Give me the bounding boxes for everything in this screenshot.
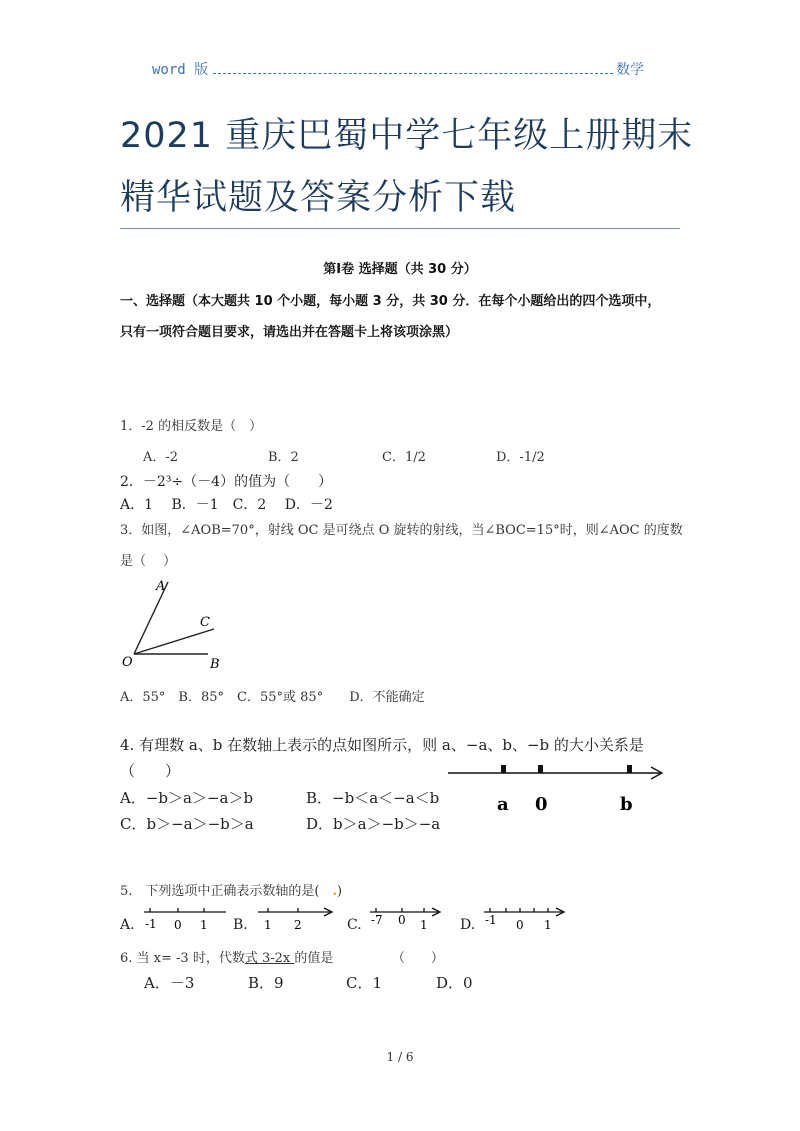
q3-angle-figure	[116, 574, 236, 674]
q4-option-c: C．b＞−a＞−b＞a	[120, 815, 254, 833]
svg-text:1: 1	[200, 918, 208, 932]
point-a-tick	[501, 765, 506, 773]
q4-stem-line-2: （ ）	[120, 762, 181, 780]
q2-options: A．1 B．－1 C．2 D．－2	[120, 497, 333, 513]
title-line-2: 精华试题及答案分析下载	[120, 178, 517, 218]
title-line-1: 2021 重庆巴蜀中学七年级上册期末	[120, 116, 694, 156]
svg-text:-1: -1	[145, 917, 157, 931]
header-right: 数学	[616, 62, 644, 78]
label-a: A	[156, 579, 166, 594]
q5-label-d: D.	[460, 917, 476, 933]
svg-text:1: 1	[544, 918, 552, 932]
q4-number-line	[444, 755, 669, 815]
section-heading: 第Ⅰ卷 选择题（共 30 分）	[323, 262, 477, 277]
q5-label-c: C.	[347, 917, 362, 933]
q4-stem-line-1: 4. 有理数 a、b 在数轴上表示的点如图所示，则 a、−a、b、−b 的大小关系是	[120, 736, 644, 754]
q5-stem	[120, 880, 342, 899]
axis-label-a: a	[497, 794, 509, 815]
svg-text:1: 1	[420, 918, 428, 932]
svg-text:-1: -1	[485, 913, 497, 927]
svg-text:0: 0	[174, 918, 182, 932]
q3-options: A．55° B．85° C．55°或 85° D．不能确定	[120, 690, 425, 705]
q6-stem-post: 的值是 （ ）	[294, 951, 444, 966]
q6-option-a: A．－3	[144, 974, 195, 992]
q1-option-d: D．-1/2	[496, 450, 545, 465]
q6-stem-expr: 式 3-2x	[244, 951, 295, 966]
q5-axis-b	[254, 902, 338, 934]
q5-axis-d	[480, 902, 570, 934]
q6-option-d: D．0	[436, 974, 473, 992]
q1-stem: 1．-2 的相反数是（ ）	[120, 419, 263, 434]
q1-option-c: C．1/2	[382, 450, 426, 465]
point-b-tick	[627, 765, 632, 773]
header-left: word 版	[152, 62, 209, 78]
label-c: C	[200, 615, 210, 630]
q4-option-d: D．b＞a＞−b＞−a	[306, 815, 441, 833]
q5-axis-c	[366, 902, 446, 934]
q4-option-b: B．−b＜a＜−a＜b	[306, 789, 440, 807]
title-rule	[120, 228, 680, 229]
label-b: B	[210, 657, 220, 672]
svg-text:1: 1	[264, 918, 272, 932]
svg-text:0: 0	[516, 918, 524, 932]
axis-label-zero: 0	[535, 794, 548, 815]
q5-label-a: A.	[120, 917, 135, 933]
q6-option-c: C．1	[346, 974, 383, 992]
page-number: 1 / 6	[386, 1050, 414, 1064]
q6-option-b: B．9	[248, 974, 284, 992]
q4-option-a: A．−b＞a＞−a＞b	[120, 789, 254, 807]
q5-stem-dot: .	[332, 884, 338, 899]
instructions-line-2: 只有一项符合题目要求，请选出并在答题卡上将该项涂黑）	[120, 325, 459, 340]
q3-stem-line-1: 3．如图，∠AOB=70°，射线 OC 是可绕点 O 旋转的射线，当∠BOC=15°时，则∠AOC 的度数	[120, 523, 683, 538]
q6-stem	[120, 947, 444, 966]
instructions-line-1: 一、选择题（本大题共 10 个小题，每小题 3 分，共 30 分．在每个小题给出的四个选项中，	[120, 294, 661, 309]
q5-stem-text: 5. 下列选项中正确表示数轴的是(	[120, 884, 333, 899]
q5-stem-end: )	[337, 884, 343, 899]
ray-oc	[134, 629, 214, 654]
q5-label-b: B.	[233, 917, 248, 933]
svg-text:0: 0	[398, 913, 406, 927]
q1-option-b: B．2	[268, 450, 299, 465]
svg-text:2: 2	[294, 918, 302, 932]
q3-stem-line-2: 是（ ）	[120, 554, 177, 569]
header-dashed-line	[213, 73, 613, 74]
point-zero-tick	[538, 765, 543, 773]
q2-stem: 2．－2³÷（－4）的值为（ ）	[120, 474, 333, 490]
label-o: O	[122, 655, 133, 670]
svg-text:-7: -7	[371, 913, 383, 927]
axis-label-b: b	[620, 794, 633, 815]
q1-option-a: A．-2	[143, 450, 179, 465]
q5-axis-a	[140, 902, 230, 934]
q6-stem-pre: 6. 当 x= -3 时，代数	[120, 951, 245, 966]
